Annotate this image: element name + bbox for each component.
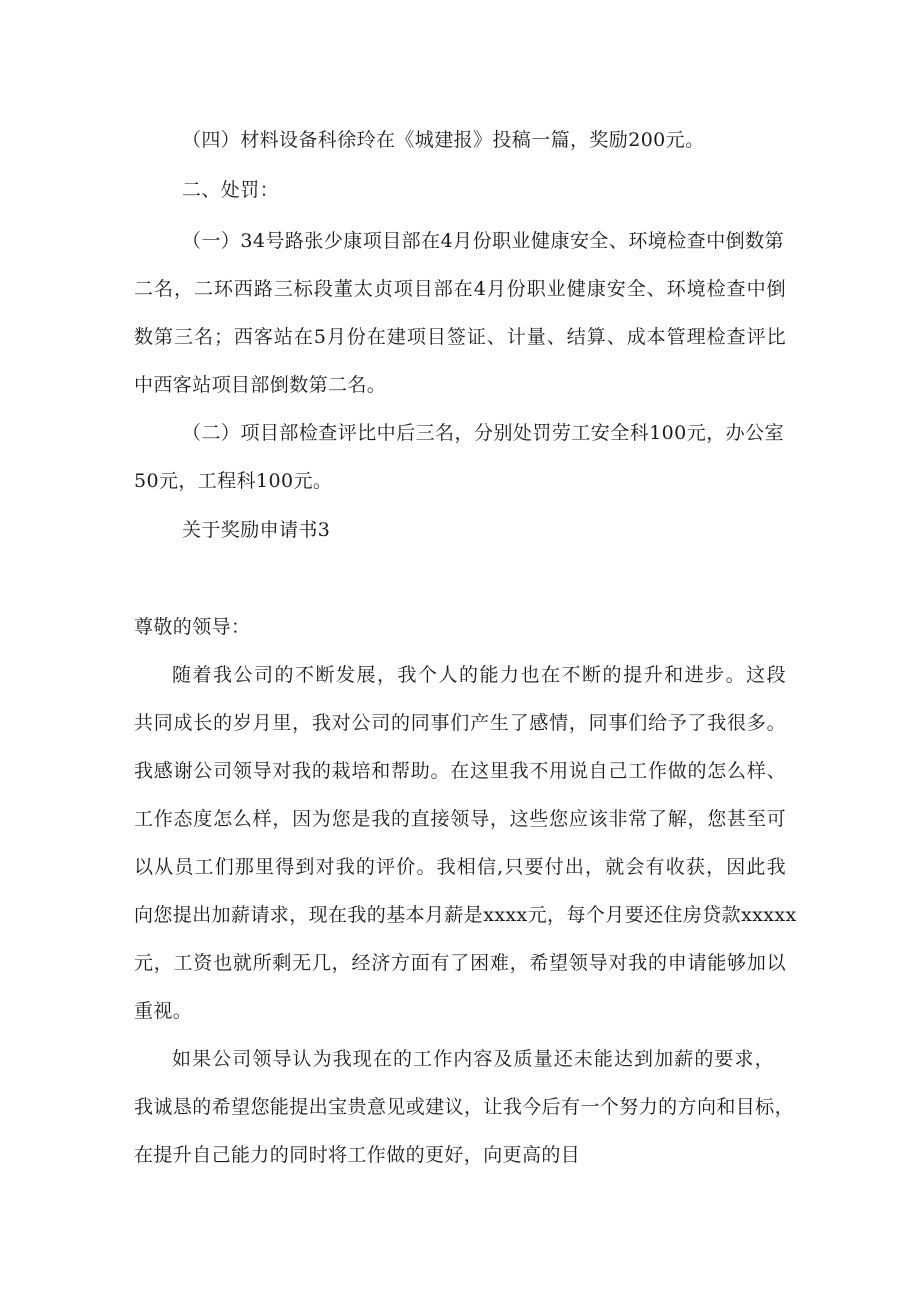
letter-paragraph-two-line-2: 我诚恳的希望您能提出宝贵意见或建议，让我今后有一个努力的方向和目标， — [134, 1096, 794, 1118]
letter-paragraph-two-line-3: 在提升自己能力的同时将工作做的更好，向更高的目 — [134, 1144, 581, 1166]
penalty-item-two-line-1: （二）项目部检查评比中后三名，分别处罚劳工安全科100元，办公室 — [182, 422, 784, 444]
letter-paragraph-one-line-5: 以从员工们那里得到对我的评价。我相信,只要付出，就会有收获，因此我 — [134, 856, 786, 878]
letter-paragraph-one-line-6: 向您提出加薪请求，现在我的基本月薪是xxxx元，每个月要还住房贷款xxxxx — [134, 904, 797, 926]
letter-paragraph-one-line-7: 元，工资也就所剩无几，经济方面有了困难，希望领导对我的申请能够加以 — [134, 952, 786, 974]
letter-title: 关于奖励申请书3 — [182, 519, 331, 541]
penalty-item-one-line-3: 数第三名；西客站在5月份在建项目签证、计量、结算、成本管理检查评比 — [134, 326, 786, 348]
reward-item-four: （四）材料设备科徐玲在《城建报》投稿一篇，奖励200元。 — [182, 129, 705, 151]
letter-greeting: 尊敬的领导： — [134, 616, 251, 638]
penalty-heading: 二、处罚： — [182, 179, 280, 201]
penalty-item-two-line-2: 50元，工程科100元。 — [134, 470, 333, 492]
penalty-item-one-line-4: 中西客站项目部倒数第二名。 — [134, 374, 387, 396]
letter-paragraph-one-line-8: 重视。 — [134, 1000, 193, 1022]
letter-paragraph-one-line-3: 我感谢公司领导对我的栽培和帮助。在这里我不用说自己工作做的怎么样、 — [134, 760, 786, 782]
letter-paragraph-one-line-1: 随着我公司的不断发展，我个人的能力也在不断的提升和进步。这段 — [172, 664, 786, 686]
letter-paragraph-one-line-4: 工作态度怎么样，因为您是我的直接领导，这些您应该非常了解，您甚至可 — [134, 808, 786, 830]
letter-paragraph-two-line-1: 如果公司领导认为我现在的工作内容及质量还未能达到加薪的要求， — [172, 1048, 774, 1070]
penalty-item-one-line-2: 二名，二环西路三标段董太贞项目部在4月份职业健康安全、环境检查中倒 — [134, 278, 786, 300]
letter-paragraph-one-line-2: 共同成长的岁月里，我对公司的同事们产生了感情，同事们给予了我很多。 — [134, 712, 786, 734]
penalty-item-one-line-1: （一）34号路张少康项目部在4月份职业健康安全、环境检查中倒数第 — [182, 230, 784, 252]
